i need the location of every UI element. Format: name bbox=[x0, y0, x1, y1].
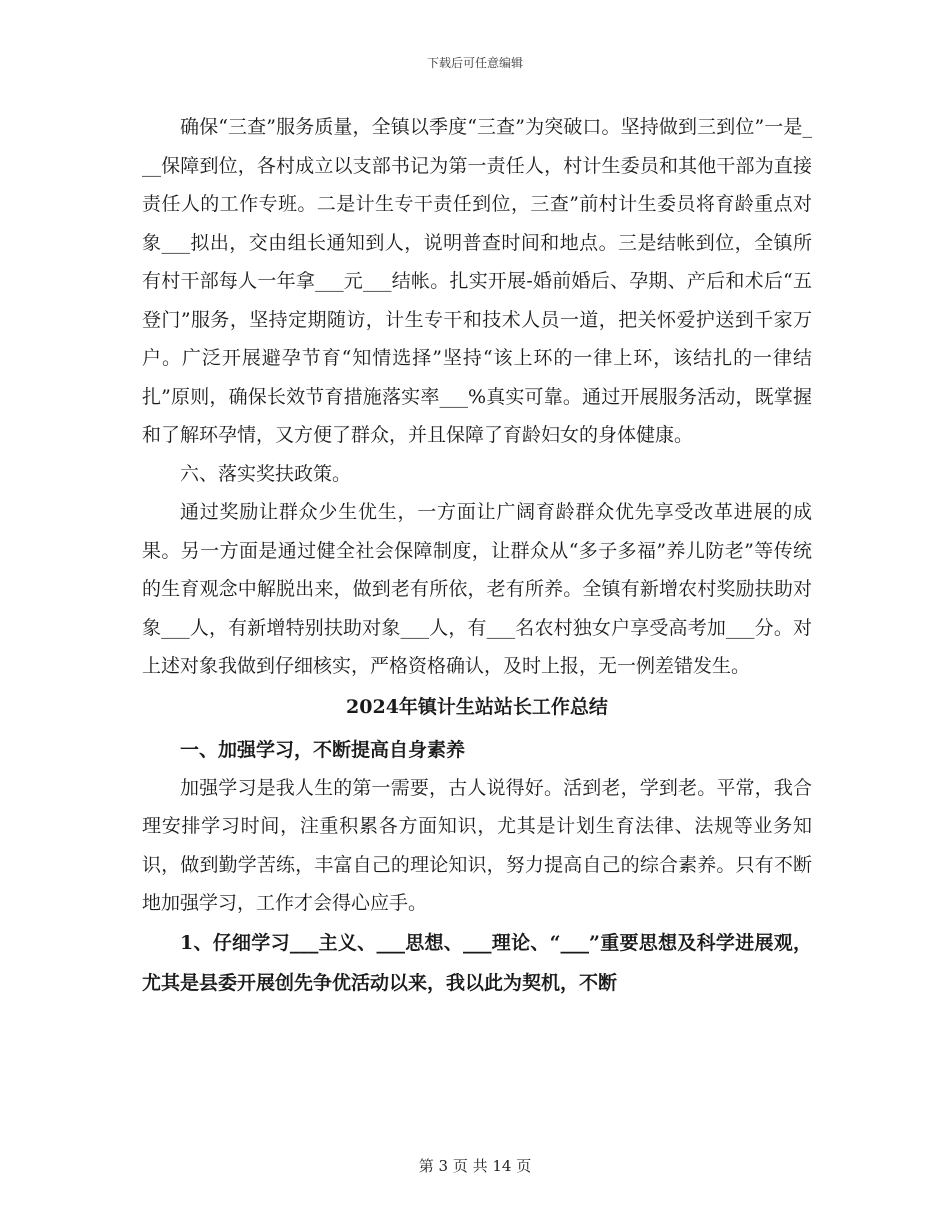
document-body bbox=[142, 108, 812, 1003]
paragraph-study: 加强学习是我人生的第一需要，古人说得好。活到老，学到老。平常，我合理安排学习时间，注重积累各方面知识，尤其是计划生育法律、法规等业务知识，做到勤学苦练，丰富自己的理论知识，努力提高自己的综合素养。只有不断地加强学习，工作才会得心应手。 bbox=[142, 776, 812, 914]
paragraph-reward-policy: 通过奖励让群众少生优生，一方面让广阔育龄群众优先享受改革进展的成果。另一方面是通过健全社会保障制度，让群众从“多子多福”养儿防老”等传统的生育观念中解脱出来，做到老有所依，老有所养。全镇有新增农村奖励扶助对象___人，有新增特别扶助对象___人，有___名农村独女户享受高考加___分。对上述对象我做到仔细核实，严格资格确认，及时上报，无一例差错发生。 bbox=[142, 501, 812, 677]
page-number: 第 3 页 共 14 页 bbox=[418, 1157, 532, 1175]
paragraph-three-checks: 确保“三查”服务质量，全镇以季度“三查”为突破口。坚持做到三到位”一是___保障到位，各村成立以支部书记为第一责任人，村计生委员和其他干部为直接责任人的工作专班。二是计生专干责任到位，三查”前村计生委员将育龄重点对象___拟出，交由组长通知到人，说明普查时间和地点。三是结帐到位，全镇所有村干部每人一年拿___元___结帐。扎实开展-婚前婚后、孕期、产后和术后“五登门”服务，坚持定期随访，计生专干和技术人员一道，把关怀爱护送到千家万户。广泛开展避孕节育“知情选择”坚持“该上环的一律上环，该结扎的一律结扎”原则，确保长效节育措施落实率___%真实可靠。通过开展服务活动，既掌握和了解环孕情，又方便了群众，并且保障了育龄妇女的身体健康。 bbox=[142, 116, 812, 446]
paragraph-study-item-1: 1、仔细学习___主义、___思想、___理论、“___”重要思想及科学进展观，尤其是县委开展创先争优活动以来，我以此为契机，不断 bbox=[142, 931, 812, 994]
header-note: 下载后可任意编辑 bbox=[426, 56, 523, 70]
section-six-heading: 六、落实奖扶政策。 bbox=[180, 462, 352, 485]
heading-strengthen-study: 一、加强学习，不断提高自身素养 bbox=[180, 738, 466, 761]
document-title: 2024年镇计生站站长工作总结 bbox=[346, 695, 608, 718]
